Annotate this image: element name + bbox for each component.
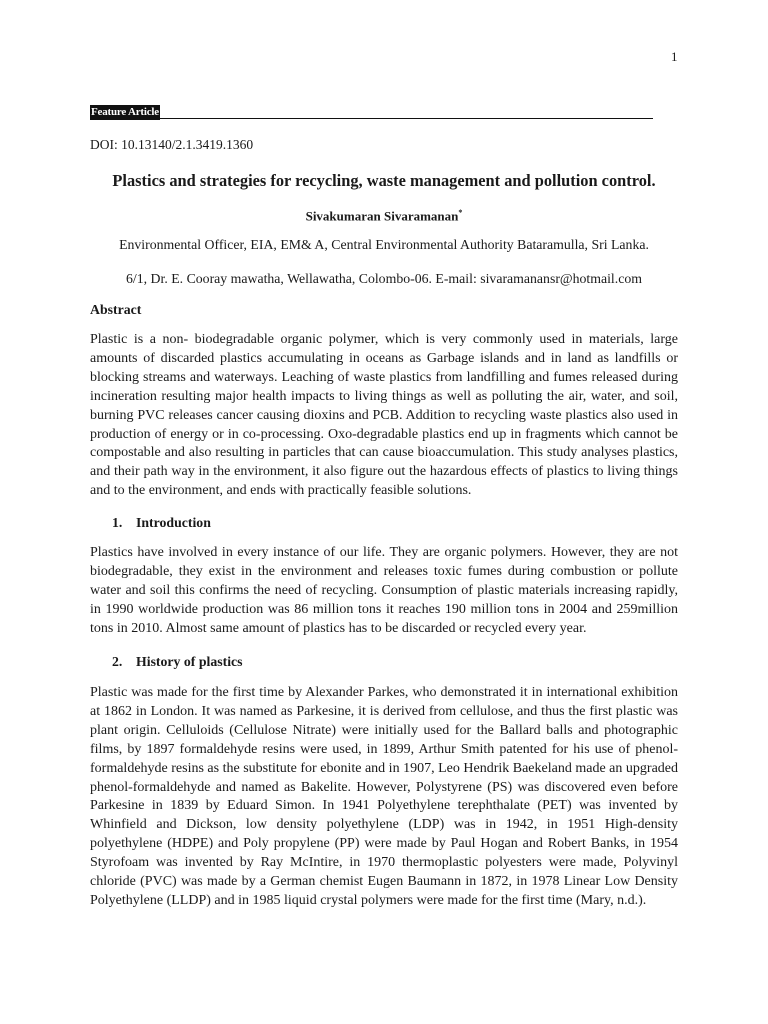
author: [0, 204, 768, 226]
article-title: Plastics and strategies for recycling, waste management and pollution control.: [112, 171, 656, 190]
author-footnote-mark: *: [458, 208, 463, 217]
history-text: Plastic was made for the first time by Alexander Parkes, who demonstrated it in international exhibition at 1862 in London. It was named as Parkesine, it is derived from cellulose, and thus the first plastic was plant origin. Celluloids (Cellulose Nitrate) were initially used for the Ballard balls and photographic films, by 1897 formaldehyde resins were used, in 1899, Arthur Smith patented for his use of phenol-formaldehyde resins as the substitute for ebonite and in 1907, Leo Hendrik Baekeland made an upgraded phenol-formaldehyde and named as Bakelite. However, Polystyrene (PS) was discovered even before Parkesine in 1839 by Eduard Simon. In 1941 Polyethylene terephthalate (PET) was invented by Whinfield and Dickson, low density polyethylene (LDP) was in 1942, in 1951 High-density polyethylene (HDPE) and Poly propylene (PP) were made by Paul Hogan and Robert Banks, in 1954 Styrofoam was invented by Ray McIntire, in 1970 thermoplastic polyesters were made, Polyvinyl chloride (PVC) was made by a German chemist Eugen Baumann in 1872, in 1978 Linear Low Density Polyethylene (LLDP) and in 1985 liquid crystal polymers were made for the first time (Mary, n.d.).: [90, 685, 678, 908]
feature-article-rule: [90, 103, 653, 119]
affiliation-line-1: Environmental Officer, EIA, EM& A, Central Environmental Authority Bataramulla, Sri Lanka.: [119, 237, 649, 252]
affiliation-line-2: 6/1, Dr. E. Cooray mawatha, Wellawatha, Colombo-06. E-mail: sivaramanansr@hotmail.com: [126, 271, 642, 286]
author-name: Sivakumaran Sivaramanan: [305, 208, 459, 224]
section-title: History of plastics: [136, 654, 243, 669]
abstract-heading: Abstract: [90, 302, 142, 317]
introduction-text: Plastics have involved in every instance of our life. They are organic polymers. However, they are not biodegradable, they exist in the environment and releases toxic fumes during combustion or pollute water and soil this confirms the need of recycling. Consumption of plastic materials increasing rapidly, in 1990 worldwide production was 86 million tons it reaches 190 million tons in 2004 and 259million tons in 2010. Almost same amount of plastics has to be discarded or recycled every year.: [90, 545, 678, 636]
section-title: Introduction: [136, 515, 211, 530]
section-heading-introduction: [112, 514, 211, 533]
section-heading-history: [112, 653, 243, 672]
abstract-text: Plastic is a non- biodegradable organic polymer, which is very commonly used in materials, large amounts of discarded plastics accumulating in oceans as Garbage islands and in land as landfills or blocking streams and waterways. Leaching of waste plastics from landfilling and fumes released during incineration resulting major health impacts to living things as well as polluting the air, water, and soil, burning PVC releases cancer causing dioxins and PCB. Addition to recycling waste plastics also used in production of energy or in co-processing. Oxo-degradable plastics end up in fragments which cannot be compostable and also resulting in particles that can cause bioaccumulation. This study analyses plastics, and their path way in the environment, it also figure out the hazardous effects of plastics to living things and to the environment, and ends with practically feasible solutions.: [90, 332, 678, 499]
section-number: 1.: [112, 515, 123, 530]
feature-article-label: Feature Article: [91, 106, 159, 118]
doi: DOI: 10.13140/2.1.3419.1360: [90, 137, 254, 152]
section-number: 2.: [112, 654, 123, 669]
page-number: 1: [671, 49, 678, 64]
